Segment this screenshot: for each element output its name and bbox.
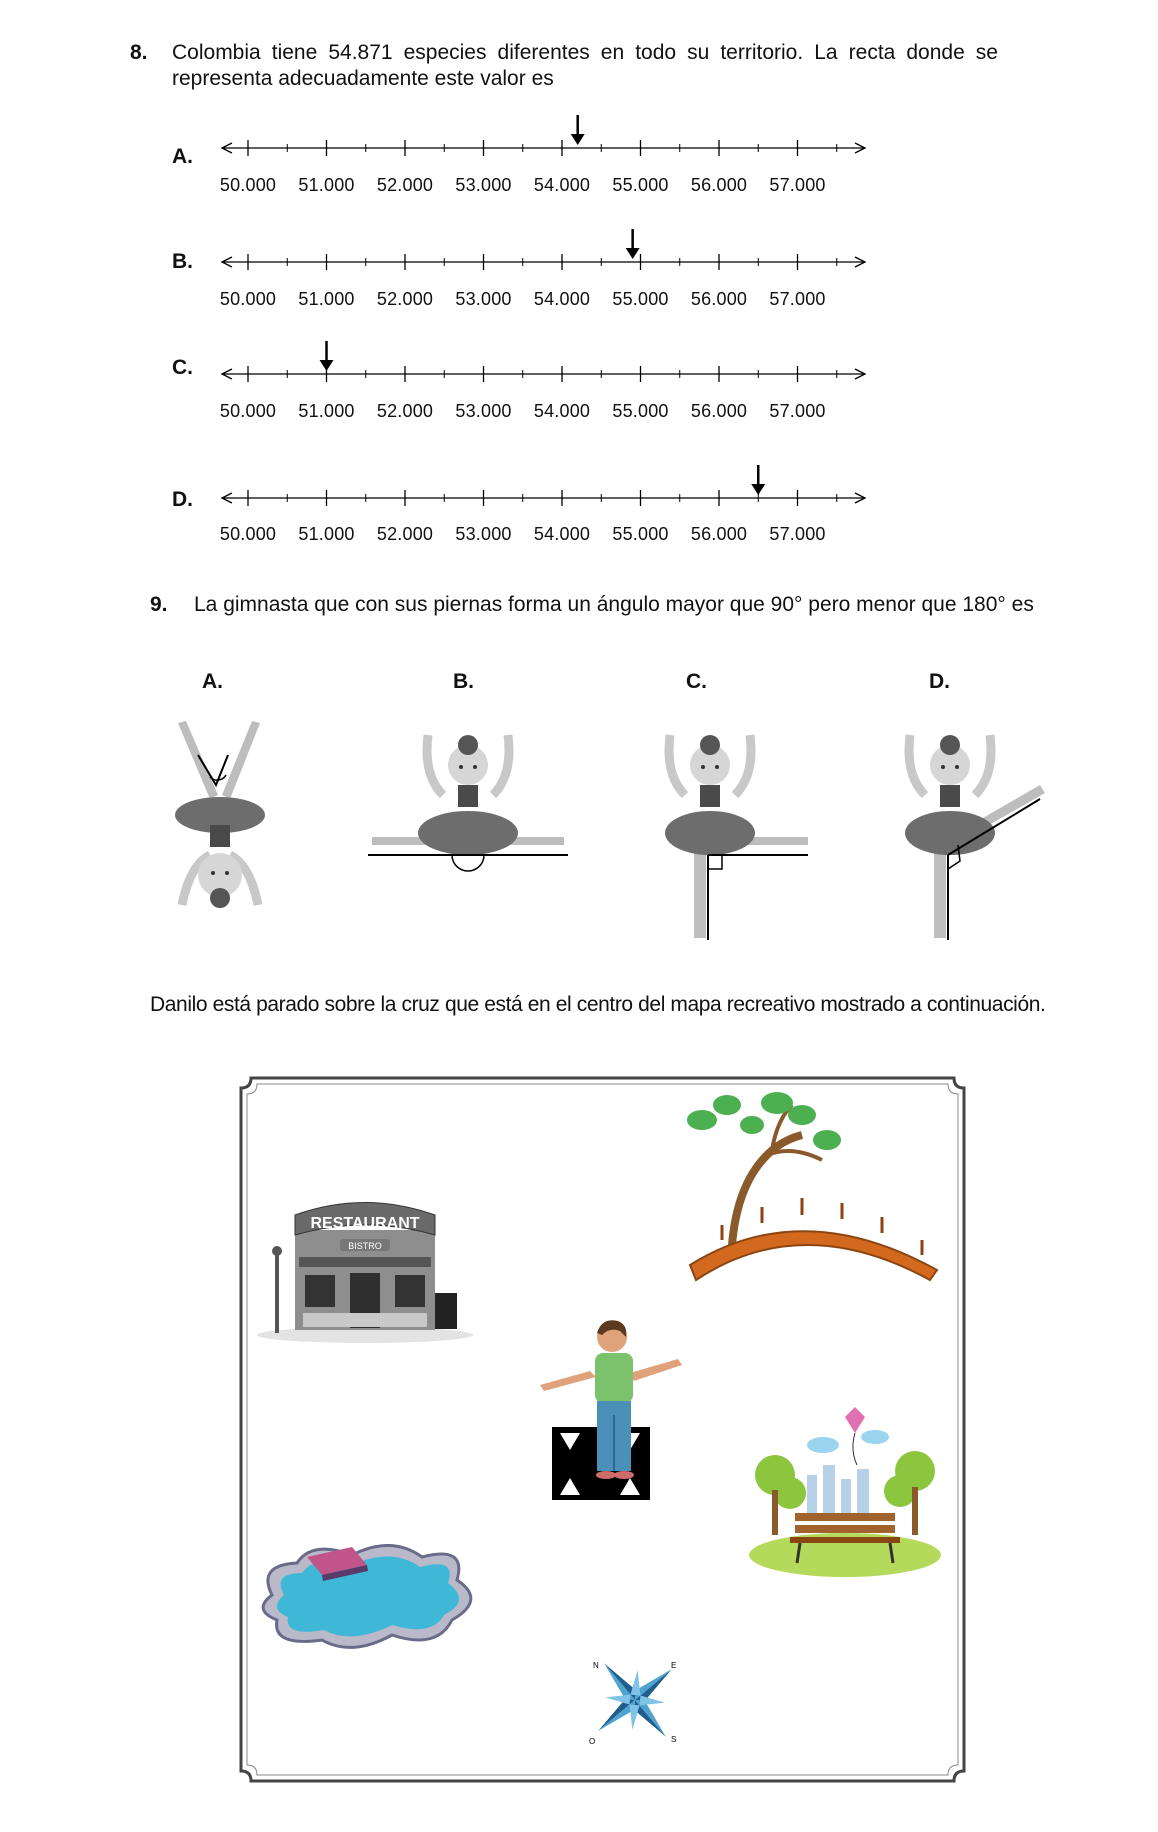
compass-e: E [671, 1661, 677, 1670]
number-line-option-d[interactable] [210, 463, 870, 513]
compass-o: O [589, 1737, 596, 1746]
tick-label: 57.000 [769, 524, 826, 544]
compass-rose-icon [575, 1640, 695, 1760]
tick-label: 52.000 [376, 175, 434, 195]
tick-label: 54.000 [533, 175, 591, 195]
tick-label: 50.000 [219, 524, 277, 544]
bridge-tree-icon [682, 1085, 947, 1285]
restaurant-icon [255, 1195, 475, 1345]
tick-label: 55.000 [612, 401, 669, 421]
gymnast-b-figure[interactable] [368, 715, 568, 885]
tick-label: 50.000 [219, 401, 277, 421]
number-line-option-a[interactable] [210, 113, 870, 163]
gymnast-option-a-letter[interactable]: A. [202, 670, 223, 693]
danilo-on-cross [540, 1315, 685, 1505]
tick-label: 57.000 [769, 175, 826, 195]
tick-label: 51.000 [298, 289, 355, 309]
gymnast-option-c-letter[interactable]: C. [686, 670, 707, 693]
question-8-number: 8. [130, 41, 148, 64]
tick-label: 51.000 [298, 524, 355, 544]
tick-label: 52.000 [376, 524, 434, 544]
tick-label: 50.000 [219, 289, 277, 309]
tick-label: 53.000 [455, 289, 512, 309]
tick-label: 54.000 [533, 401, 591, 421]
compass-n: N [593, 1661, 599, 1670]
tick-label: 55.000 [612, 524, 669, 544]
restaurant-sign: RESTAURANT [310, 1215, 420, 1232]
tick-label: 53.000 [455, 401, 512, 421]
value-arrow-marker [571, 115, 585, 145]
park-bench-icon [745, 1405, 945, 1580]
tick-label: 57.000 [769, 401, 826, 421]
gymnast-option-b-letter[interactable]: B. [453, 670, 474, 693]
question-8-text: Colombia tiene 54.871 especies diferentes en todo su territorio. La recta donde se representa adecuadamente este valor es [172, 41, 998, 90]
tick-label: 51.000 [298, 175, 355, 195]
tick-label: 51.000 [298, 401, 355, 421]
tick-label: 56.000 [690, 175, 748, 195]
number-line-option-b-letter[interactable]: B. [172, 250, 193, 273]
tick-label: 54.000 [533, 524, 591, 544]
tick-label: 53.000 [455, 524, 512, 544]
tick-label: 56.000 [690, 524, 748, 544]
tick-label: 52.000 [376, 289, 434, 309]
gymnast-c-figure[interactable] [650, 715, 810, 940]
tick-label: 56.000 [690, 289, 748, 309]
number-line-option-d-letter[interactable]: D. [172, 488, 193, 511]
tick-label: 55.000 [612, 289, 669, 309]
question-9-number: 9. [150, 593, 168, 616]
gymnast-d-figure[interactable] [890, 715, 1050, 940]
tick-label: 56.000 [690, 401, 748, 421]
tick-label: 55.000 [612, 175, 669, 195]
number-line-option-b[interactable] [210, 227, 870, 277]
number-line-option-a-letter[interactable]: A. [172, 145, 193, 168]
number-line-option-c-letter[interactable]: C. [172, 356, 193, 379]
value-arrow-marker [626, 229, 640, 259]
tick-label: 54.000 [533, 289, 591, 309]
number-line-option-c[interactable] [210, 339, 870, 389]
restaurant-subsign: BISTRO [348, 1241, 382, 1251]
question-9-text: La gimnasta que con sus piernas forma un ángulo mayor que 90° pero menor que 180° es [194, 593, 1034, 616]
gymnast-option-d-letter[interactable]: D. [929, 670, 950, 693]
value-arrow-marker [751, 465, 765, 495]
tick-label: 57.000 [769, 289, 826, 309]
map-intro-text: Danilo está parado sobre la cruz que está en el centro del mapa recreativo mostrado a continuación. [150, 993, 1046, 1016]
tick-label: 53.000 [455, 175, 512, 195]
tick-label: 50.000 [219, 175, 277, 195]
compass-s: S [671, 1735, 677, 1744]
gymnast-a-figure[interactable] [160, 715, 280, 935]
value-arrow-marker [320, 341, 334, 371]
tick-label: 52.000 [376, 401, 434, 421]
pool-icon [252, 1525, 492, 1665]
